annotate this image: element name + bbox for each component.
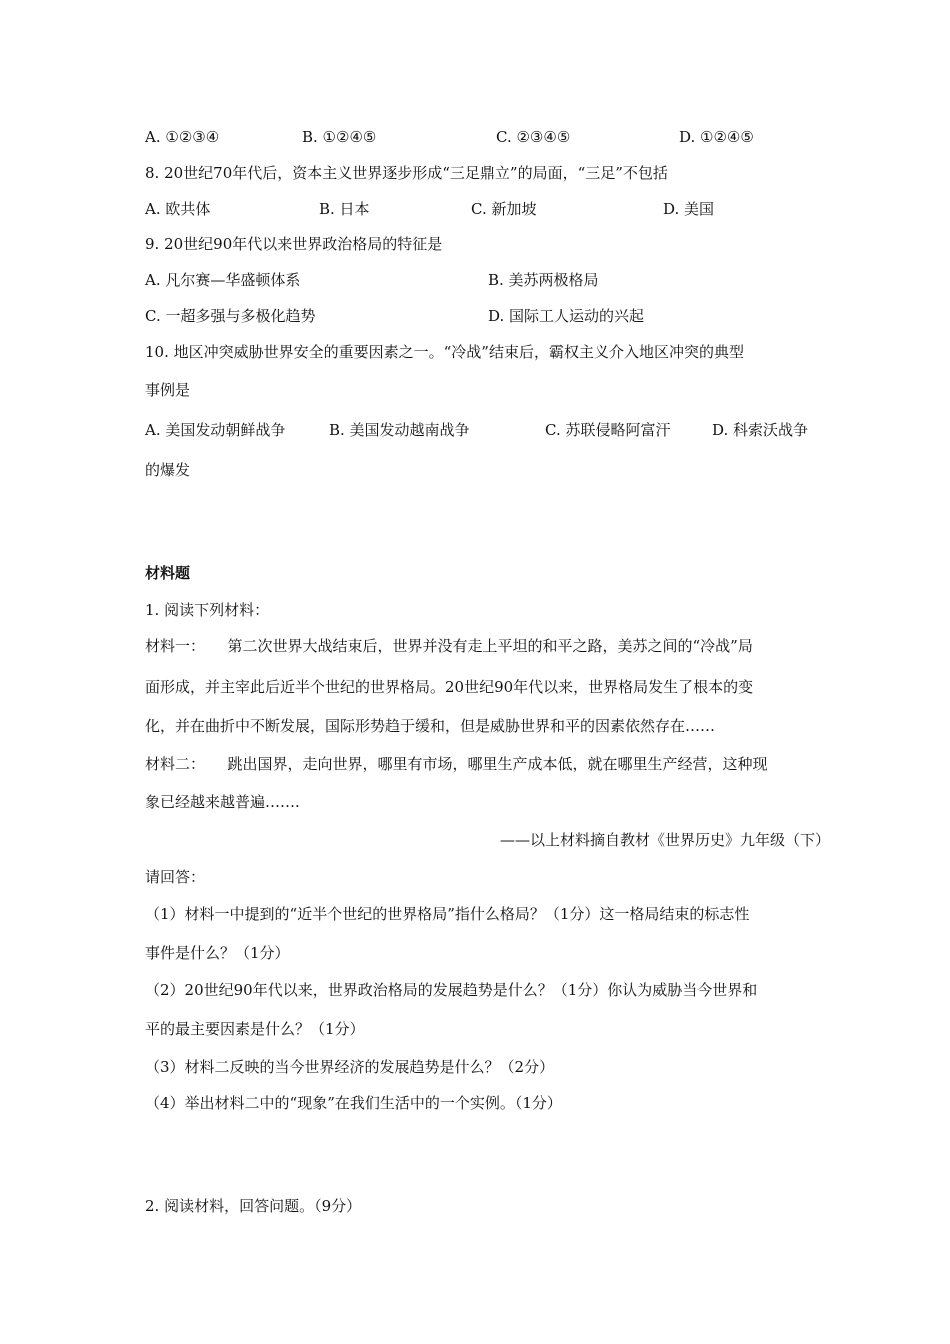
- q10-stem-line1: 10. 地区冲突威胁世界安全的重要因素之一。“冷战”结束后，霸权主义介入地区冲突的典型: [145, 343, 744, 361]
- q10-option-d: D. 科索沃战争: [712, 421, 809, 439]
- q10-stem-line2: 事例是: [145, 381, 191, 399]
- q10-option-c: C. 苏联侵略阿富汗: [545, 421, 671, 439]
- answer-prompt: 请回答：: [145, 868, 206, 886]
- subquestion-2-line1: （2）20世纪90年代以来，世界政治格局的发展趋势是什么？（1分）你认为威胁当今世界和: [145, 981, 758, 999]
- subquestion-3: （3）材料二反映的当今世界经济的发展趋势是什么？（2分）: [145, 1058, 555, 1076]
- q9-option-c: C. 一超多强与多极化趋势: [145, 307, 316, 325]
- material-one-line3: 化，并在曲折中不断发展，国际形势趋于缓和，但是威胁世界和平的因素依然存在……: [145, 717, 716, 735]
- q9-option-d: D. 国际工人运动的兴起: [488, 307, 645, 325]
- subquestion-2-line2: 平的最主要因素是什么？（1分）: [145, 1020, 365, 1038]
- section-title: 材料题: [145, 564, 191, 582]
- q9-stem: 9. 20世纪90年代以来世界政治格局的特征是: [145, 235, 443, 253]
- q8-option-a: A. 欧共体: [145, 200, 211, 218]
- material-one-line2: 面形成，并主宰此后近半个世纪的世界格局。20世纪90年代以来，世界格局发生了根本的变: [145, 678, 754, 696]
- subquestion-1-line2: 事件是什么？（1分）: [145, 944, 290, 962]
- q7-option-c: C. ②③④⑤: [496, 128, 571, 146]
- q9-option-b: B. 美苏两极格局: [488, 271, 599, 289]
- material-one-line1: 材料一： 第二次世界大战结束后，世界并没有走上平坦的和平之路，美苏之间的“冷战”局: [145, 637, 753, 655]
- material-source: ——以上材料摘自教材《世界历史》九年级（下）: [499, 831, 830, 849]
- subquestion-1-line1: （1）材料一中提到的“近半个世纪的世界格局”指什么格局？（1分）这一格局结束的标志性: [145, 905, 750, 923]
- q10-option-b: B. 美国发动越南战争: [329, 421, 470, 439]
- q8-option-c: C. 新加坡: [471, 200, 537, 218]
- q8-option-d: D. 美国: [663, 200, 715, 218]
- q9-option-a: A. 凡尔赛—华盛顿体系: [145, 271, 301, 289]
- q7-option-a: A. ①②③④: [145, 128, 220, 146]
- material-two-line2: 象已经越来越普遍…….: [145, 793, 300, 811]
- q7-option-b: B. ①②④⑤: [302, 128, 377, 146]
- material-two-line1: 材料二： 跳出国界，走向世界，哪里有市场，哪里生产成本低，就在哪里生产经营，这种现: [145, 755, 768, 773]
- q10-option-a: A. 美国发动朝鲜战争: [145, 421, 286, 439]
- q8-stem: 8. 20世纪70年代后，资本主义世界逐步形成“三足鼎立”的局面，“三足”不包括: [145, 164, 668, 182]
- material-q2-intro: 2. 阅读材料，回答问题。（9分）: [145, 1197, 362, 1215]
- q7-option-d: D. ①②④⑤: [679, 128, 754, 146]
- subquestion-4: （4）举出材料二中的“现象”在我们生活中的一个实例。（1分）: [145, 1094, 562, 1112]
- material-q1-intro: 1. 阅读下列材料：: [145, 601, 270, 619]
- q10-option-d-continued: 的爆发: [145, 461, 191, 479]
- q8-option-b: B. 日本: [319, 200, 370, 218]
